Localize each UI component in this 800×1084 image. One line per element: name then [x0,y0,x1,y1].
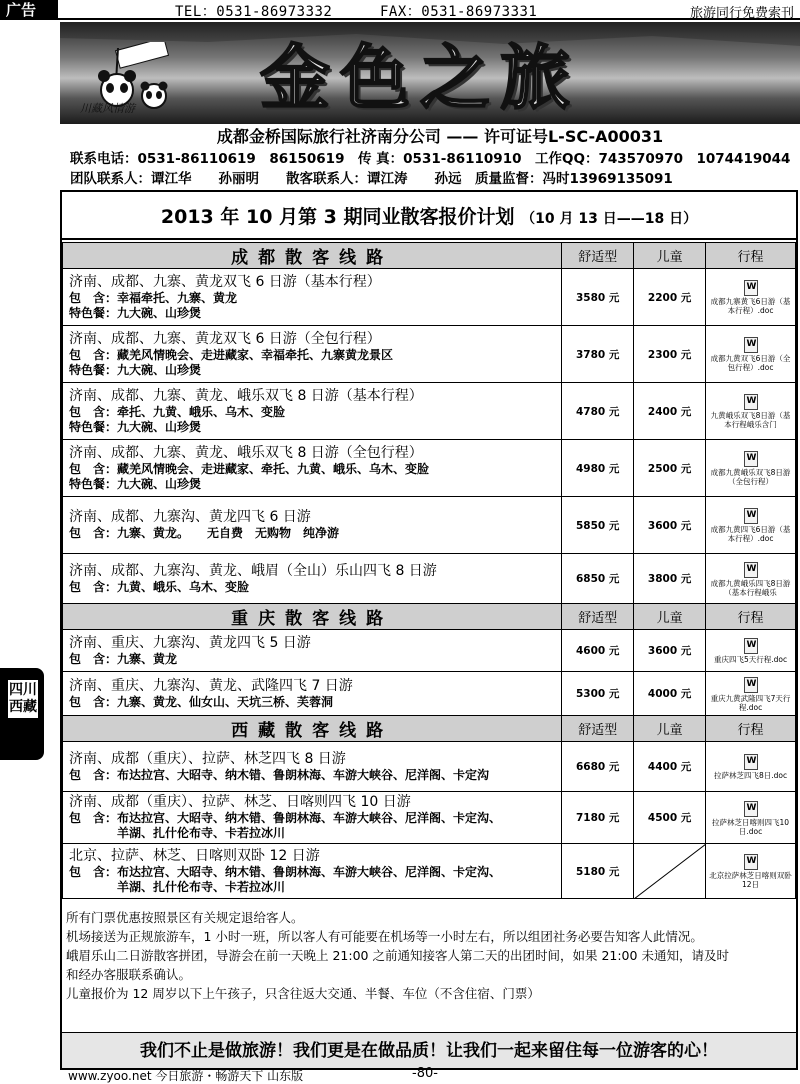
route-description [63,844,562,899]
comfort-price: 5180 元 [562,844,634,899]
comfort-price: 3780 元 [562,326,634,383]
comfort-price: 3580 元 [562,269,634,326]
route-detail: 羊湖、扎什伦布寺、卡若拉冰川 [69,879,286,894]
itinerary-doc-link[interactable] [706,792,796,844]
routes-table [62,242,796,899]
col-itinerary-header: 行程 [706,716,796,742]
word-document-icon [744,754,758,770]
itinerary-doc-link[interactable] [706,497,796,554]
comfort-price: 6680 元 [562,742,634,792]
comfort-price: 7180 元 [562,792,634,844]
col-child-header: 儿童 [634,604,706,630]
comfort-price: 4600 元 [562,630,634,672]
word-document-icon [744,677,758,693]
itinerary-doc-link[interactable] [706,269,796,326]
route-detail: 包 含：布达拉宫、大昭寺、纳木错、鲁朗林海、车游大峡谷、尼洋阁、卡定沟、 [69,811,502,825]
ad-tag: 广告 [0,0,58,20]
itinerary-doc-link[interactable] [706,326,796,383]
route-row [63,630,796,672]
route-description [63,440,562,497]
word-document-icon [744,394,758,410]
doc-filename: 成都九黄峨乐双飞8日游（全包行程） [710,468,791,486]
route-detail: 特色餐：九大碗、山珍煲 [69,305,202,320]
side-tab-label: 四川西藏 [8,680,38,718]
route-detail: 包 含：九寨、黄龙 [69,651,178,666]
plan-title-text: 2013 年 10 月第 3 期同业散客报价计划 [160,206,515,228]
route-row [63,383,796,440]
route-detail: 特色餐：九大碗、山珍煲 [69,476,202,491]
itinerary-doc-link[interactable] [706,742,796,792]
route-detail: 包 含：藏羌风情晚会、走进藏家、幸福牵托、九寨黄龙景区 [69,347,394,362]
doc-filename: 重庆九黄武隆四飞7天行程.doc [710,693,791,712]
route-detail: 包 含：九寨、黄龙。 无自费 无购物 纯净游 [69,526,340,540]
note-line: 峨眉乐山二日游散客拼团，导游会在前一天晚上 21:00 之前通知接客人第二天的出团时间，如果 21:00 未通知，请及时 [66,948,729,963]
word-document-icon [744,638,758,654]
col-comfort-header: 舒适型 [562,604,634,630]
route-detail: 特色餐：九大碗、山珍煲 [69,362,202,377]
note-line: 所有门票优惠按照景区有关规定退给客人。 [66,910,304,925]
child-price: 2300 元 [634,326,706,383]
note-line: 机场接送为正规旅游车，1 小时一班，所以客人有可能要在机场等一小时左右，所以组团社务必要告知客人此情况。 [66,929,703,944]
route-detail: 包 含：牵托、九黄、峨乐、乌木、变脸 [69,404,286,419]
child-price: 2400 元 [634,383,706,440]
route-name: 济南、成都（重庆）、拉萨、林芝、日喀则四飞 10 日游 [69,794,411,810]
route-description [63,792,562,844]
route-description [63,383,562,440]
route-name: 济南、重庆、九寨沟、黄龙四飞 5 日游 [69,634,311,651]
col-child-header: 儿童 [634,716,706,742]
child-price: 3600 元 [634,497,706,554]
doc-filename: 成都九黄四飞6日游（基本行程）.doc [710,525,791,543]
child-price: 3800 元 [634,554,706,604]
fax-number: FAX：0531-86973331 [380,4,538,20]
contact-line-1: 联系电话：0531-86110619 86150619 传 真：0531-86110910 工作QQ：743570970 1074419044 [70,151,791,167]
comfort-price: 5850 元 [562,497,634,554]
no-price-slash [634,844,706,899]
route-name: 北京、拉萨、林芝、日喀则双卧 12 日游 [69,847,320,864]
footer-site: www.zyoo.net 今日旅游・畅游天下 山东版 [68,1069,304,1083]
tel-number: TEL：0531-86973332 [175,4,333,20]
col-itinerary-header: 行程 [706,243,796,269]
itinerary-doc-link[interactable] [706,630,796,672]
word-document-icon [744,854,758,870]
itinerary-doc-link[interactable] [706,440,796,497]
child-price: 4500 元 [634,792,706,844]
banner [60,22,800,124]
doc-filename: 重庆四飞5天行程.doc [713,655,788,664]
route-detail: 包 含：藏羌风情晚会、走进藏家、牵托、九黄、峨乐、乌木、变脸 [69,461,430,476]
route-detail: 包 含：九寨、黄龙、仙女山、天坑三桥、芙蓉洞 [69,694,334,709]
route-row [63,554,796,604]
comfort-price: 5300 元 [562,672,634,716]
col-comfort-header: 舒适型 [562,716,634,742]
itinerary-doc-link[interactable] [706,844,796,899]
route-detail: 羊湖、扎什伦布寺、卡若拉冰川 [69,826,286,840]
doc-filename: 北京拉萨林芝日喀则双卧12日 [709,871,792,889]
word-document-icon [744,280,758,296]
route-row [63,742,796,792]
word-document-icon [744,508,758,524]
route-description [63,672,562,716]
doc-filename: 成都九寨黄飞6日游（基本行程）.doc [710,297,791,315]
route-name: 济南、成都、九寨、黄龙双飞 6 日游（基本行程） [69,273,381,290]
col-comfort-header: 舒适型 [562,243,634,269]
top-bar [0,0,800,20]
child-price: 4400 元 [634,742,706,792]
route-row [63,269,796,326]
notes [62,908,796,1003]
itinerary-doc-link[interactable] [706,672,796,716]
plan-title [62,192,796,240]
agency-name: 成都金桥国际旅行社济南分公司 —— 许可证号L-SC-A00031 [216,127,664,146]
col-child-header: 儿童 [634,243,706,269]
route-description [63,742,562,792]
word-document-icon [744,801,758,817]
route-detail: 包 含：幸福牵托、九寨、黄龙 [69,290,238,305]
route-name: 济南、成都、九寨、黄龙、峨乐双飞 8 日游（全包行程） [69,444,423,461]
route-description [63,630,562,672]
word-document-icon [744,337,758,353]
plan-dates: （10 月 13 日——18 日） [521,211,698,227]
comfort-price: 4780 元 [562,383,634,440]
route-description [63,269,562,326]
note-line: 和经办客服联系确认。 [66,967,192,982]
route-name: 济南、成都、九寨、黄龙、峨乐双飞 8 日游（基本行程） [69,387,423,404]
route-name: 济南、重庆、九寨沟、黄龙、武隆四飞 7 日游 [69,677,353,694]
word-document-icon [744,562,758,578]
child-price: 4000 元 [634,672,706,716]
logo-caption: 川藏风情游 [80,102,135,115]
child-price: 2500 元 [634,440,706,497]
itinerary-doc-link[interactable] [706,554,796,604]
route-row [63,672,796,716]
side-tab [0,668,44,760]
word-document-icon [744,451,758,467]
comfort-price: 6850 元 [562,554,634,604]
route-row [63,844,796,899]
route-row [63,792,796,844]
banner-title: 金色之旅 [260,36,580,119]
section-header [63,604,796,630]
section-title: 成都散客线路 [63,243,562,269]
section-title: 西藏散客线路 [63,716,562,742]
route-name: 济南、成都、九寨沟、黄龙、峨眉（全山）乐山四飞 8 日游 [69,562,437,579]
col-itinerary-header: 行程 [706,604,796,630]
route-detail: 特色餐：九大碗、山珍煲 [69,419,202,434]
route-row [63,440,796,497]
page-number: -80- [412,1066,438,1081]
route-description [63,497,562,554]
comfort-price: 4980 元 [562,440,634,497]
note-line: 儿童报价为 12 周岁以下上午孩子，只含往返大交通、半餐、车位（不含住宿、门票） [66,986,540,1001]
route-name: 济南、成都、九寨、黄龙双飞 6 日游（全包行程） [69,330,381,347]
child-price [634,844,706,899]
itinerary-doc-link[interactable] [706,383,796,440]
route-detail: 包 含：九黄、峨乐、乌木、变脸 [69,579,250,594]
route-name: 济南、成都、九寨沟、黄龙四飞 6 日游 [69,509,311,525]
route-detail: 包 含：布达拉宫、大昭寺、纳木错、鲁朗林海、车游大峡谷、尼洋阁、卡定沟 [69,767,490,782]
doc-filename: 成都九黄双飞6日游（全包行程）.doc [710,354,791,372]
route-name: 济南、成都（重庆）、拉萨、林芝四飞 8 日游 [69,750,346,767]
doc-filename: 九黄峨乐双飞8日游（基本行程峨乐含门 [710,411,791,429]
route-row [63,497,796,554]
route-detail: 包 含：布达拉宫、大昭寺、纳木错、鲁朗林海、车游大峡谷、尼洋阁、卡定沟、 [69,864,502,879]
contact-line-2: 团队联系人：谭江华 孙丽明 散客联系人：谭江涛 孙远 质量监督：冯时13969135091 [70,171,673,187]
child-price: 3600 元 [634,630,706,672]
child-price: 2200 元 [634,269,706,326]
doc-filename: 成都九黄峨乐四飞8日游（基本行程峨乐 [710,578,791,597]
section-header [63,716,796,742]
section-title: 重庆散客线路 [63,604,562,630]
doc-filename: 拉萨林芝四飞8日.doc [713,771,788,780]
doc-filename: 拉萨林芝日喀则四飞10日.doc [712,817,790,836]
publication-label: 旅游同行免费索刊 [689,6,794,21]
footer [60,1066,800,1083]
route-row [63,326,796,383]
section-header [63,243,796,269]
slogan: 我们不止是做旅游！我们更是在做品质！让我们一起来留住每一位游客的心！ [62,1032,796,1068]
route-description [63,554,562,604]
route-description [63,326,562,383]
price-sheet [60,190,798,1070]
